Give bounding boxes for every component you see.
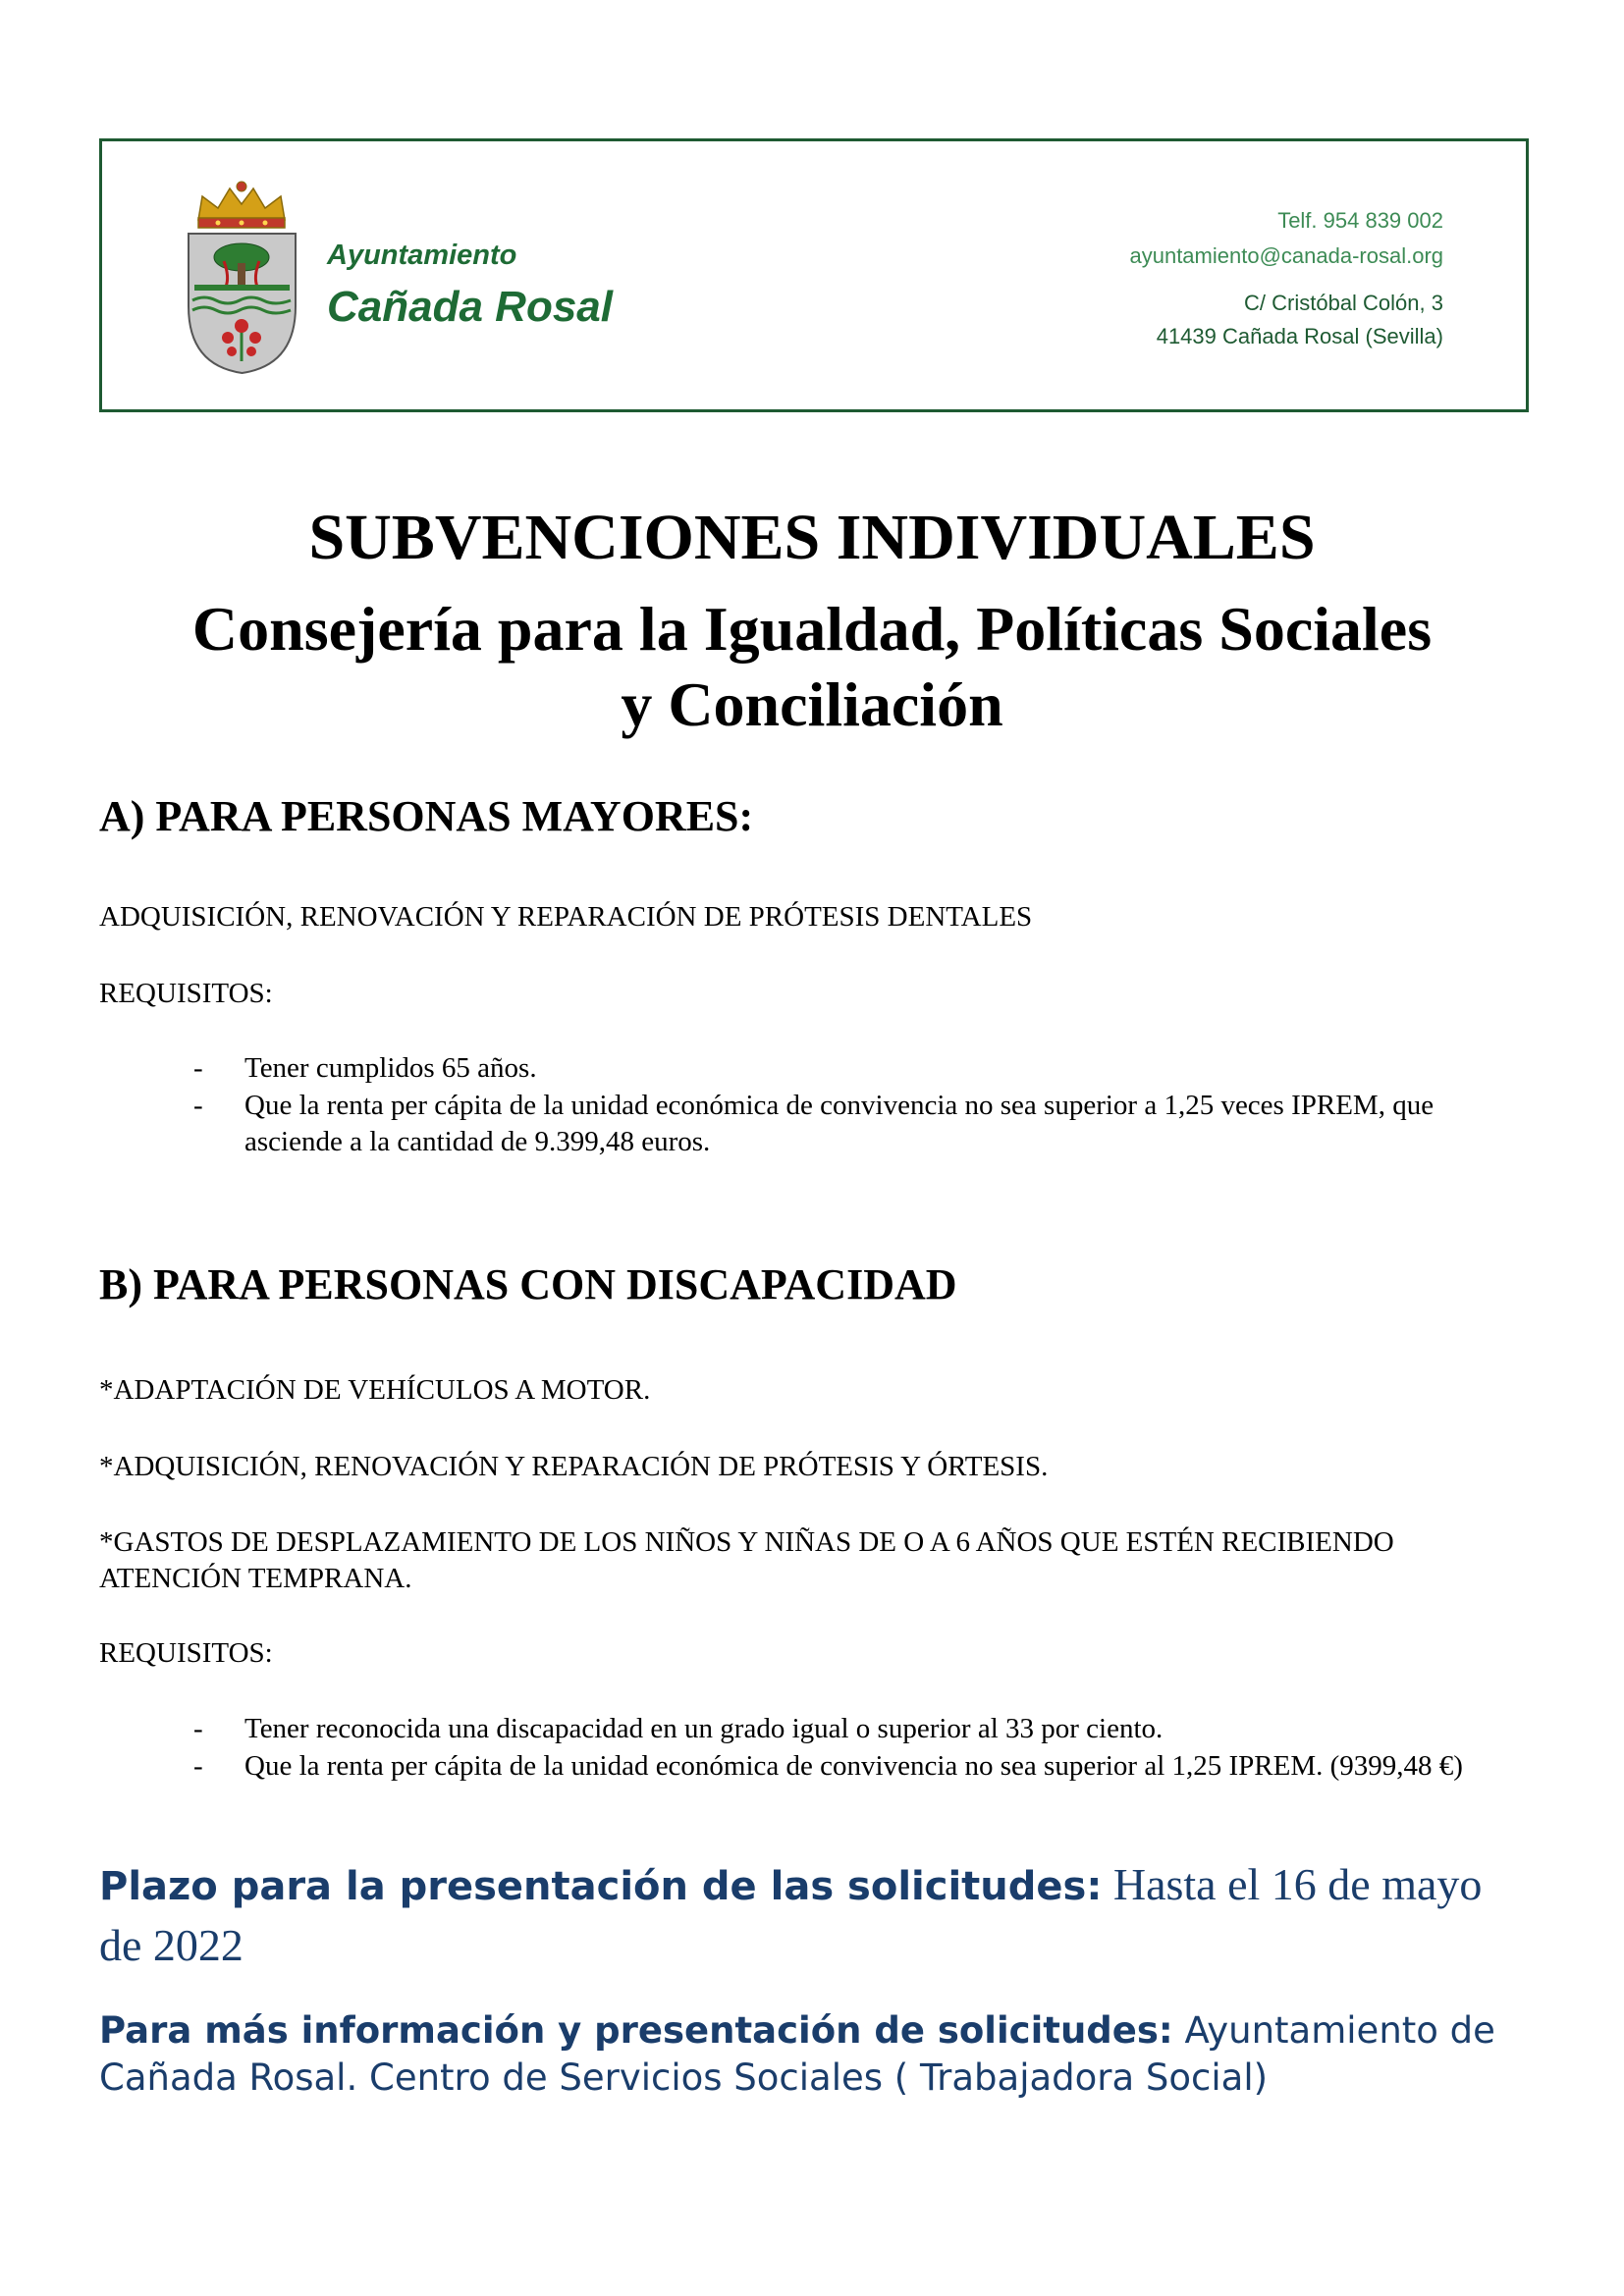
city-address: 41439 Cañada Rosal (Sevilla) [1156,324,1443,348]
section-a-item: ADQUISICIÓN, RENOVACIÓN Y REPARACIÓN DE PRÓTESIS DENTALES [99,901,1033,933]
section-a-requirement [99,1088,1533,1160]
letterhead [99,138,1529,412]
info-value: Ayuntamiento de Cañada Rosal. Centro de Servicios Sociales ( Trabajadora Social) [99,2009,1495,2099]
section-b-heading: B) PARA PERSONAS CON DISCAPACIDAD [99,1260,957,1308]
bullet-dash: - [193,1090,203,1121]
requirement-text: Que la renta per cápita de la unidad económica de convivencia no sea superior al 1,25 IPREM. (9399,48 €) [244,1750,1463,1782]
bullet-dash: - [193,1052,203,1084]
subtitle-line-2: y Conciliación [621,669,1003,739]
section-b-requirement [99,1711,1533,1747]
info-label: Para más información y presentación de solicitudes: [99,2009,1173,2052]
section-a-heading: A) PARA PERSONAS MAYORES: [99,792,754,840]
requirement-text: Tener cumplidos 65 años. [244,1052,537,1084]
section-b-requirement [99,1748,1533,1785]
requirement-text: Que la renta per cápita de la unidad económica de convivencia no sea superior a 1,25 veces IPREM, que asciende a la cantidad de 9.399,48 euros. [244,1090,1435,1157]
town-name: Cañada Rosal [327,283,613,331]
requirement-text: Tener reconocida una discapacidad en un grado igual o superior al 33 por ciento. [244,1713,1164,1744]
page-subtitle [0,591,1624,742]
email: ayuntamiento@canada-rosal.org [1129,243,1443,268]
info-notice [99,2007,1533,2102]
deadline-notice [99,1855,1533,1975]
section-b-requirements-label: REQUISITOS: [99,1637,273,1669]
section-b-item: *GASTOS DE DESPLAZAMIENTO DE LOS NIÑOS Y NIÑAS DE O A 6 AÑOS QUE ESTÉN RECIBIENDO ATENCIÓN TEMPRANA. [99,1526,1394,1594]
section-a-requirements-label: REQUISITOS: [99,978,273,1009]
street-address: C/ Cristóbal Colón, 3 [1244,291,1443,315]
deadline-label: Plazo para la presentación de las solicitudes: [99,1864,1103,1909]
section-b-item: *ADQUISICIÓN, RENOVACIÓN Y REPARACIÓN DE PRÓTESIS Y ÓRTESIS. [99,1451,1049,1482]
page-title: SUBVENCIONES INDIVIDUALES [308,502,1316,573]
bullet-dash: - [193,1750,203,1782]
coat-of-arms-icon [181,179,303,375]
section-a-requirement [99,1050,1533,1087]
deadline-value: Hasta el 16 de mayo de 2022 [99,1859,1483,1970]
bullet-dash: - [193,1713,203,1744]
subtitle-line-1: Consejería para la Igualdad, Políticas Sociales [191,594,1433,664]
phone: Telf. 954 839 002 [1277,208,1443,233]
town-hall-label: Ayuntamiento [327,240,517,271]
section-b-item: *ADAPTACIÓN DE VEHÍCULOS A MOTOR. [99,1374,651,1406]
